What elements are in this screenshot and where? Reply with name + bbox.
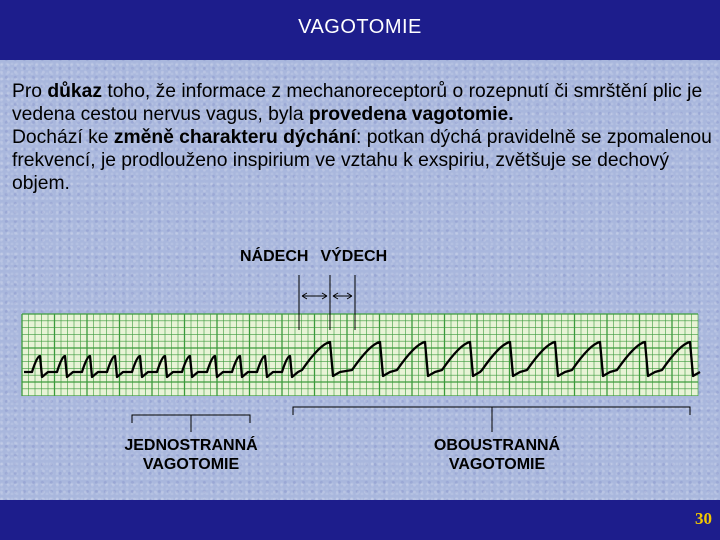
bold-span: změně charakteru dýchání	[113, 127, 356, 148]
bold-span: důkaz	[47, 81, 103, 102]
text-span: Pro	[12, 81, 48, 102]
recording-grid	[22, 314, 698, 396]
title-bar	[0, 0, 720, 60]
inspiration-arrow	[302, 293, 327, 299]
slide-title: VAGOTOMIE	[298, 15, 422, 38]
text-span: : potkan dýchá pravidelně se zpomalenou frekvencí, je prodlouženo inspirium ve vztahu k exspiriu, zvětšuje se dechový objem.	[12, 127, 712, 194]
label-inspiration: NÁDECH	[240, 248, 309, 265]
slide-body	[12, 80, 712, 195]
bracket-bilateral	[293, 407, 690, 432]
label-line: VAGOTOMIE	[142, 456, 240, 473]
label-expiration: VÝDECH	[320, 248, 388, 265]
paragraph-vagotomy-proof	[12, 80, 712, 126]
paragraph-breathing-change	[12, 126, 712, 195]
footer-bar	[0, 500, 720, 540]
label-unilateral-vagotomy	[96, 436, 286, 474]
expiration-arrow	[333, 293, 352, 299]
label-bilateral-vagotomy	[402, 436, 592, 474]
page-number: 30	[695, 509, 712, 528]
bold-span: provedena vagotomie.	[308, 104, 514, 125]
text-span: Dochází ke	[12, 127, 114, 148]
label-line: JEDNOSTRANNÁ	[124, 437, 258, 454]
text-span: toho, že informace z mechanoreceptorů o rozepnutí či smrštění plic je vedena cestou nervus vagus, byla	[12, 81, 703, 125]
phase-labels	[240, 248, 399, 266]
label-line: OBOUSTRANNÁ	[433, 437, 561, 454]
label-line: VAGOTOMIE	[448, 456, 546, 473]
bracket-unilateral	[132, 415, 250, 432]
